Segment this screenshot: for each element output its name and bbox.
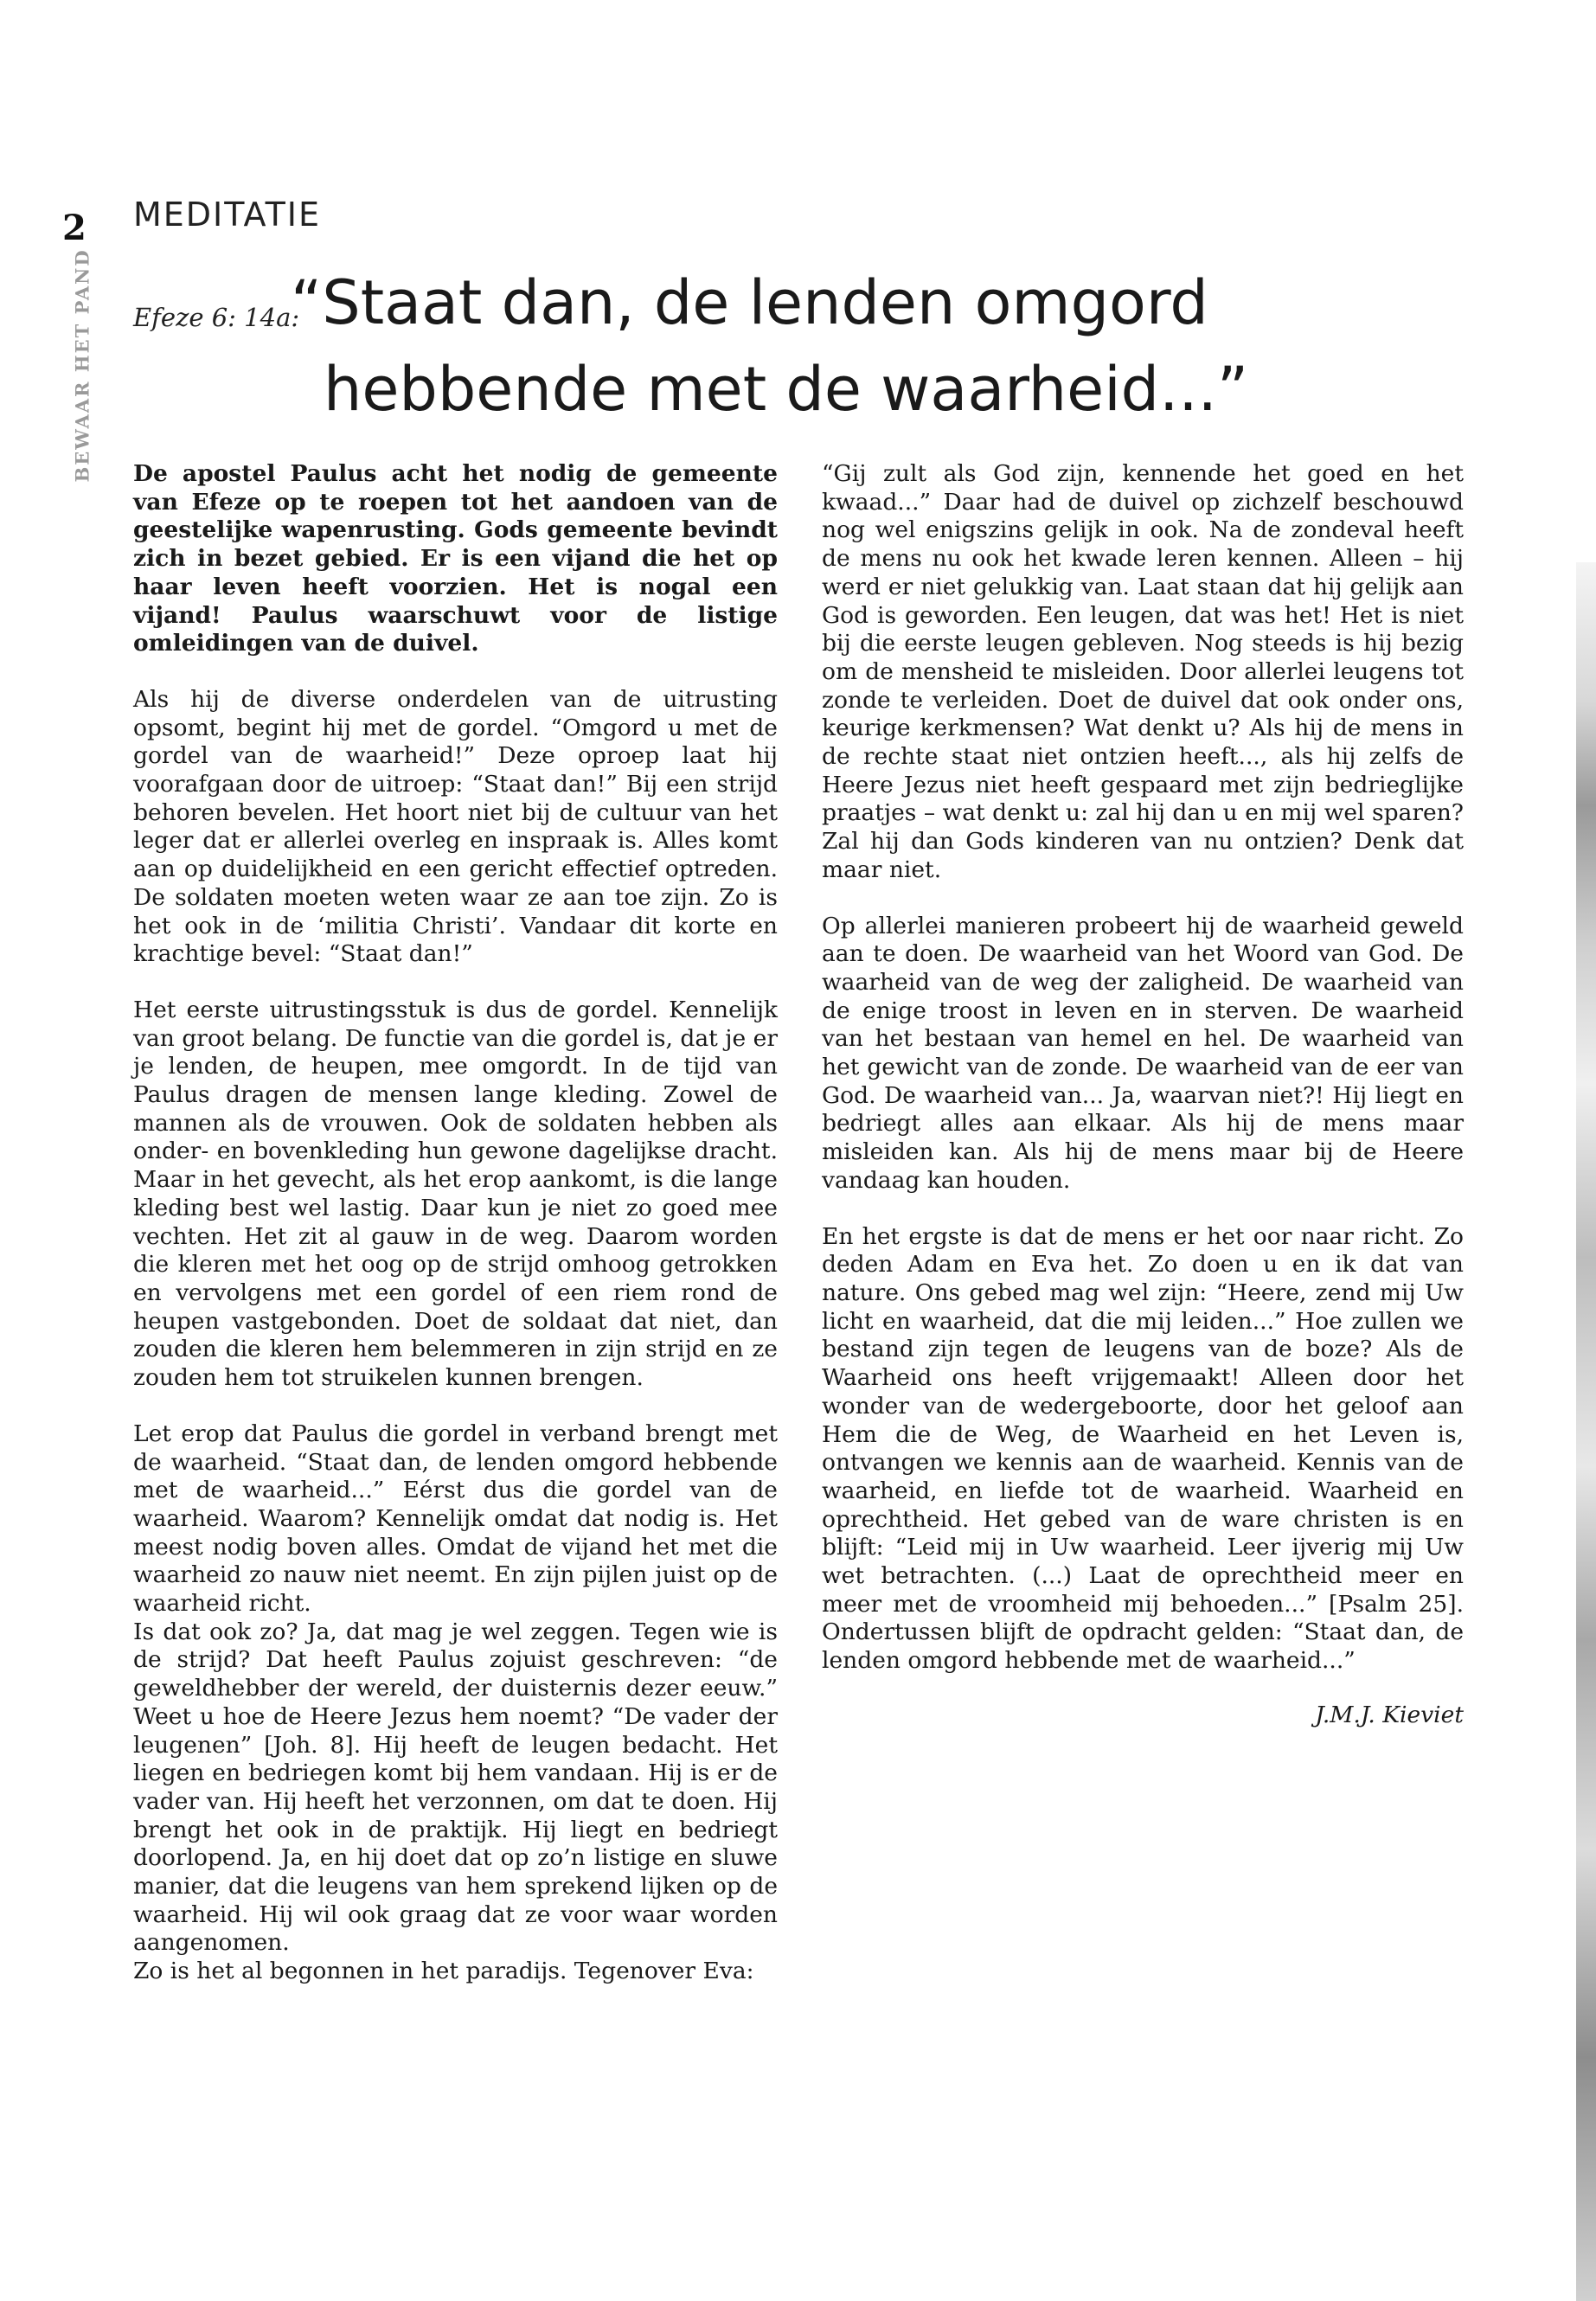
photo-edge <box>1576 562 1596 2301</box>
paragraph: Let erop dat Paulus die gordel in verband brengt met de waarheid. “Staat dan, de lenden omgord hebbende met de waarheid...” Eérst dus die gordel van de waarheid. Waarom? Kennelijk omdat dat nodig is. Het meest nodig boven alles. Omdat de vijand het met die waarheid zo nauw niet neemt. En zijn pijlen juist op de waarheid richt. <box>133 1420 778 1618</box>
article-title <box>291 260 1332 433</box>
paragraph: Is dat ook zo? Ja, dat mag je wel zeggen. Tegen wie is de strijd? Dat heeft Paulus zojuist geschreven: “de geweldhebber der wereld, der duisternis dezer eeuw.” Weet u hoe de Heere Jezus hem noemt? “De vader der leugenen” [Joh. 8]. Hij heeft de leugen bedacht. Het liegen en bedriegen komt bij hem vandaan. Hij is er de vader van. Hij heeft het verzonnen, om dat te doen. Hij brengt het ook in de praktijk. Hij liegt en bedriegt doorlopend. Ja, en hij doet dat op zo’n listige en sluwe manier, dat die leugens van hem sprekend lijken op de waarheid. Hij wil ook graag dat ze voor waar worden aangenomen. <box>133 1618 778 1957</box>
paragraph: Het eerste uitrustingsstuk is dus de gordel. Kennelijk van groot belang. De functie van die gordel is, dat je er je lenden, de heupen, mee omgordt. In de tijd van Paulus dragen de mensen lange kleding. Zowel de mannen als de vrouwen. Ook de soldaten hebben als onder- en bovenkleding hun gewone dagelijkse dracht. Maar in het gevecht, als het erop aankomt, is die lange kleding best wel lastig. Daar kun je niet zo goed mee vechten. Het zit al gauw in de weg. Daarom worden die kleren met het oog op de strijd omhoog getrokken en vervolgens met een gordel of een riem rond de heupen vastgebonden. Doet de soldaat dat niet, dan zouden die kleren hem belemmeren in zijn strijd en ze zouden hem tot struikelen kunnen brengen. <box>133 996 778 1392</box>
side-label-text: BEWAAR HET PAND <box>71 248 93 483</box>
publication-side-label <box>64 248 100 483</box>
section-label: MEDITATIE <box>133 195 321 234</box>
paragraph: Zo is het al begonnen in het paradijs. Tegenover Eva: <box>133 1958 754 1985</box>
paragraph: En het ergste is dat de mens er het oor naar richt. Zo deden Adam en Eva het. Zo doen u en ik dat van nature. Ons gebed mag wel zijn: “Heere, zend mij Uw licht en waarheid, dat die mij leiden...” Hoe zullen we bestand zijn tegen de leugens van de boze? Als de Waarheid ons heeft vrijgemaakt! Alleen door het wonder van de wedergeboorte, door het geloof aan Hem die de Weg, de Waarheid en het Leven is, ontvangen we kennis aan de waarheid. Kennis van de waarheid, en liefde tot de waarheid. Waarheid en oprechtheid. Het gebed van de ware christen is en blijft: “Leid mij in Uw waarheid. Leer ijverig mij Uw wet betrachten. (...) Laat de oprechtheid meer en meer met de vroomheid mij behoeden...” [Psalm 25]. Ondertussen blijft de opdracht gelden: “Staat dan, de lenden omgord hebbende met de waarheid...” <box>822 1222 1464 1675</box>
author-signature: J.M.J. Kieviet <box>1315 1701 1464 1728</box>
page-number: 2 <box>62 208 87 248</box>
paragraph: “Gij zult als God zijn, kennende het goed en het kwaad...” Daar had de duivel op zichzelf beschouwd nog wel enigszins gelijk in ook. Na de zondeval heeft de mens nu ook het kwade leren kennen. Alleen – hij werd er niet gelukkig van. Laat staan dat hij gelijk aan God is geworden. Een leugen, dat was het! Het is niet bij die eerste leugen gebleven. Nog steeds is hij bezig om de mensheid te misleiden. Door allerlei leugens tot zonde te verleiden. Doet de duivel dat ook onder ons, keurige kerkmensen? Wat denkt u? Als hij de mens in de rechte staat niet ontzien heeft..., als hij zelfs de Heere Jezus niet heeft gespaard met zijn bedrieglijke praatjes – wat denkt u: zal hij dan u en mij wel sparen? Zal hij dan Gods kinderen van nu ontzien? Denk dat maar niet. <box>822 460 1464 883</box>
scripture-reference: Efeze 6: 14a: <box>133 303 300 332</box>
paragraph: Als hij de diverse onderdelen van de uitrusting opsomt, begint hij met de gordel. “Omgord u met de gordel van de waarheid!” Deze oproep laat hij voorafgaan door de uitroep: “Staat dan!” Bij een strijd behoren bevelen. Het hoort niet bij de cultuur van het leger dat er allerlei overleg en inspraak is. Alles komt aan op duidelijkheid en een gericht effectief optreden. De soldaten moeten weten waar ze aan toe zijn. Zo is het ook in de ‘militia Christi’. Vandaar dit korte en krachtige bevel: “Staat dan!” <box>133 685 778 968</box>
title-line-1: “Staat dan, de lenden omgord <box>291 267 1208 338</box>
article-column-left <box>133 460 778 1986</box>
lead-paragraph: De apostel Paulus acht het nodig de gemeente van Efeze op te roepen tot het aandoen van de geestelijke wapenrusting. Gods gemeente bevindt zich in bezet gebied. Er is een vijand die het op haar leven heeft voorzien. Het is nogal een vijand! Paulus waarschuwt voor de listige omleidingen van de duivel. <box>133 460 778 657</box>
article-column-right <box>822 460 1464 1730</box>
title-line-2: hebbende met de waarheid...” <box>324 354 1249 425</box>
paragraph: Op allerlei manieren probeert hij de waarheid geweld aan te doen. De waarheid van het Woord van God. De waarheid van de weg der zaligheid. De waarheid van de enige troost in leven en in sterven. De waarheid van het bestaan van hemel en hel. De waarheid van het gewicht van de zonde. De waarheid van de eer van God. De waarheid van... Ja, waarvan niet?! Hij liegt en bedriegt alles aan elkaar. Als hij de mens maar misleiden kan. Als hij de mens maar bij de Heere vandaag kan houden. <box>822 912 1464 1194</box>
